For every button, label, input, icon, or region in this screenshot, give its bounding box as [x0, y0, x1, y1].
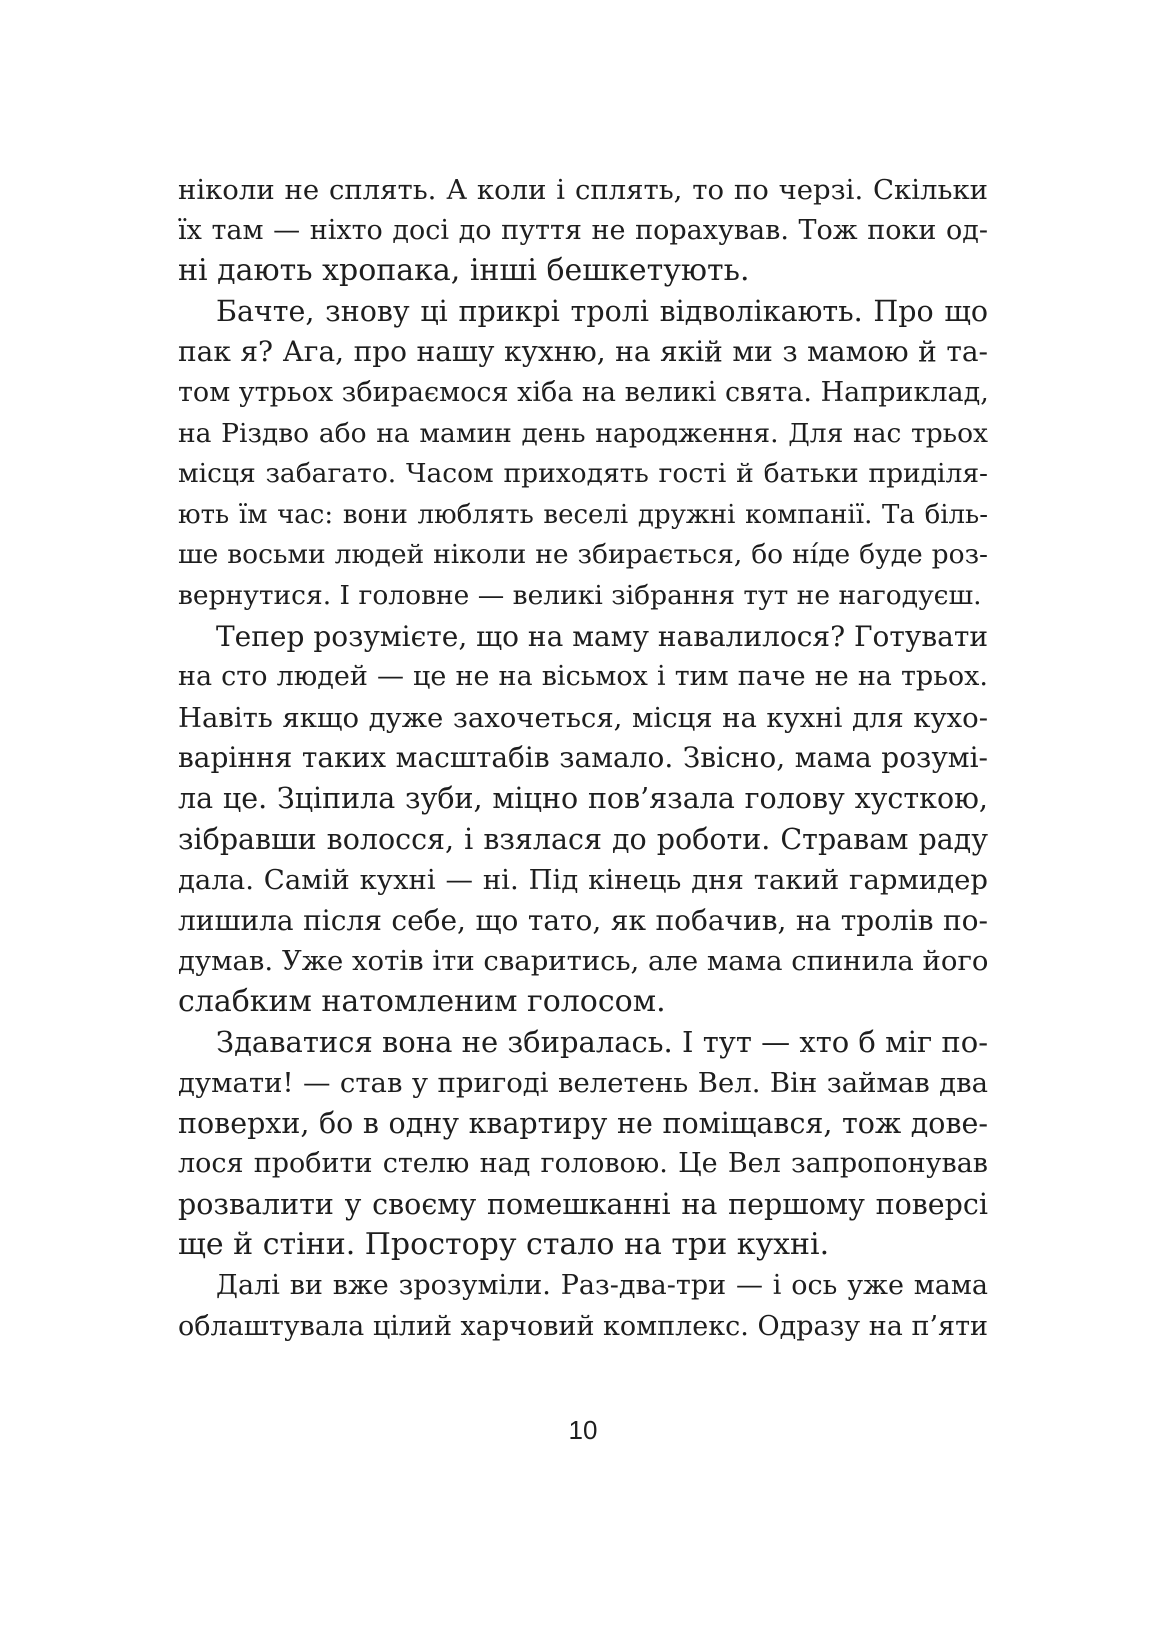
text-line: на Різдво або на мамин день народження. Для нас трьох: [178, 417, 988, 449]
text-line: лося пробити стелю над головою. Це Вел запропонував: [178, 1148, 988, 1180]
text-line: Здаватися вона не збиралась. І тут — хто б міг по-: [216, 1025, 988, 1060]
text-line: поверхи, бо в одну квартиру не поміщався, тож дове-: [178, 1106, 988, 1140]
paragraph: [178, 292, 988, 617]
text-line: ють їм час: вони люблять веселі дружні компанії. Та біль-: [178, 499, 988, 530]
text-line: ніколи не сплять. А коли і сплять, то по черзі. Скільки: [178, 174, 988, 206]
paragraph: [178, 170, 988, 292]
text-line: Тепер розумієте, що на маму навалилося? Готувати: [216, 619, 988, 653]
text-line: слабким натомленим голосом.: [178, 983, 666, 1019]
text-line: розвалити у своєму помешканні на першому поверсі: [178, 1187, 988, 1221]
text-line: їх там — ніхто досі до пуття не порахував. Тож поки од-: [178, 214, 988, 246]
text-line: ше восьми людей ніколи не збирається, бо ні́де буде роз-: [178, 539, 988, 571]
text-line: варіння таких масштабів замало. Звісно, мама розумі-: [178, 741, 988, 775]
text-line: ла це. Зціпила зуби, міцно пов’язала голову хусткою,: [178, 781, 988, 815]
text-line: ні дають хропака, інші бешкетують.: [178, 253, 750, 289]
body-text: [178, 170, 988, 1347]
paragraph: [178, 1022, 988, 1266]
paragraph: [178, 617, 988, 1023]
text-line: вернутися. І головне — великі зібрання тут не нагодуєш.: [178, 579, 982, 611]
text-line: Навіть якщо дуже захочеться, місця на кухні для кухо-: [178, 701, 988, 734]
text-line: пак я? Ага, про нашу кухню, на якій ми з мамою й та-: [178, 335, 988, 369]
text-line: на сто людей — це не на вісьмох і тим паче не на трьох.: [178, 661, 988, 693]
text-line: зібравши волосся, і взялася до роботи. Стравам раду: [178, 822, 988, 856]
text-line: дала. Самій кухні — ні. Під кінець дня такий гармидер: [178, 864, 988, 897]
text-line: том утрьох збираємося хіба на великі свята. Наприклад,: [178, 376, 989, 408]
text-line: ще й стіни. Простору стало на три кухні.: [178, 1227, 830, 1263]
text-line: лишила після себе, що тато, як побачив, на тролів по-: [178, 903, 988, 937]
paragraph: [178, 1266, 988, 1347]
text-line: думати! — став у пригоді велетень Вел. Він займав два: [178, 1067, 988, 1100]
text-line: думав. Уже хотів іти сваритись, але мама спинила його: [178, 945, 989, 978]
text-line: Далі ви вже зрозуміли. Раз-два-три — і ось уже мама: [216, 1270, 988, 1302]
text-line: Бачте, знову ці прикрі тролі відволікають. Про що: [216, 294, 988, 328]
text-line: облаштувала цілий харчовий комплекс. Одразу на п’яти: [178, 1310, 988, 1342]
page-number: 10: [568, 1415, 598, 1445]
text-line: місця забагато. Часом приходять гості й батьки приділя-: [178, 458, 988, 490]
